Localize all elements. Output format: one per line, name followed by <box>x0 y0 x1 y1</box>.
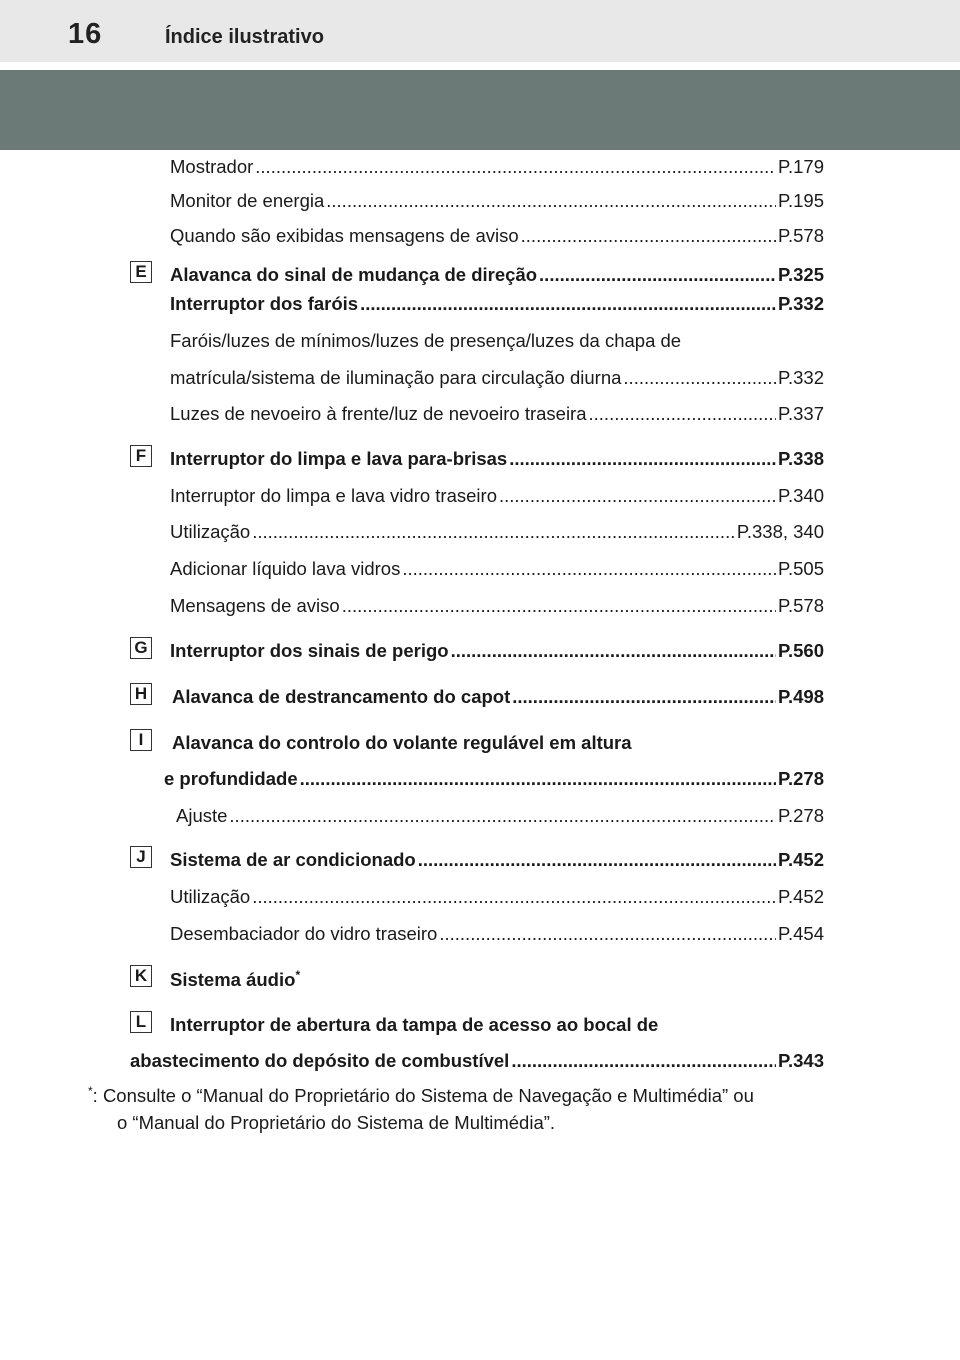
callout-letter-j: J <box>130 846 152 868</box>
header-band <box>0 70 960 150</box>
index-entry: Interruptor do limpa e lava para-brisas ..... P.338 <box>170 448 824 474</box>
callout-letter-e: E <box>130 261 152 283</box>
index-entry: matrícula/sistema de iluminação para circulação diurna ..... P.332 <box>170 367 824 393</box>
index-entry: Interruptor dos faróis ..... P.332 <box>170 293 824 319</box>
page-number: 16 <box>68 18 103 50</box>
index-entry: Desembaciador do vidro traseiro ..... P.454 <box>170 923 824 949</box>
callout-letter-i: I <box>130 729 152 751</box>
index-entry: Alavanca de destrancamento do capot ..... P.498 <box>172 686 824 712</box>
index-entry: Alavanca do sinal de mudança de direção ..... P.325 <box>170 264 824 290</box>
index-entry-text: Alavanca do controlo do volante regulável em altura <box>172 732 632 753</box>
index-entry: Utilização ..... P.452 <box>170 886 824 912</box>
callout-letter-k: K <box>130 965 152 987</box>
callout-letter-g: G <box>130 637 152 659</box>
index-entry: Luzes de nevoeiro à frente/luz de nevoeiro traseira ..... P.337 <box>170 403 824 429</box>
footnote-mark: * <box>295 968 301 982</box>
index-entry: Sistema de ar condicionado ..... P.452 <box>170 849 824 875</box>
index-entry-text: Sistema áudio* <box>170 968 301 991</box>
index-entry-text: Interruptor de abertura da tampa de acesso ao bocal de <box>170 1014 659 1035</box>
section-title: Índice ilustrativo <box>165 26 324 48</box>
index-entry: abastecimento do depósito de combustível ..... P.343 <box>130 1050 824 1076</box>
index-entry: Quando são exibidas mensagens de aviso ..... P.578 <box>170 225 824 251</box>
footnote: *: Consulte o “Manual do Proprietário do Sistema de Navegação e Multimédia” ou <box>88 1084 754 1107</box>
index-entry: Adicionar líquido lava vidros ..... P.505 <box>170 558 824 584</box>
index-entry: Utilização ..... P.338, 340 <box>170 521 824 547</box>
index-entry-text: Faróis/luzes de mínimos/luzes de presença/luzes da chapa de <box>170 330 682 351</box>
index-entry: Monitor de energia ..... P.195 <box>170 190 824 216</box>
index-entry: Mostrador ..... P.179 <box>170 156 824 182</box>
page-header <box>0 0 960 62</box>
callout-letter-h: H <box>130 683 152 705</box>
callout-letter-l: L <box>130 1011 152 1033</box>
index-entry: Interruptor dos sinais de perigo ..... P.560 <box>170 640 824 666</box>
index-entry: e profundidade ..... P.278 <box>164 768 824 794</box>
footnote-continued: o “Manual do Proprietário do Sistema de Multimédia”. <box>117 1112 556 1133</box>
index-entry: Ajuste ..... P.278 <box>176 805 824 831</box>
index-entry: Mensagens de aviso ..... P.578 <box>170 595 824 621</box>
footnote-mark: * <box>88 1084 93 1098</box>
callout-letter-f: F <box>130 445 152 467</box>
index-entry: Interruptor do limpa e lava vidro traseiro ..... P.340 <box>170 485 824 511</box>
